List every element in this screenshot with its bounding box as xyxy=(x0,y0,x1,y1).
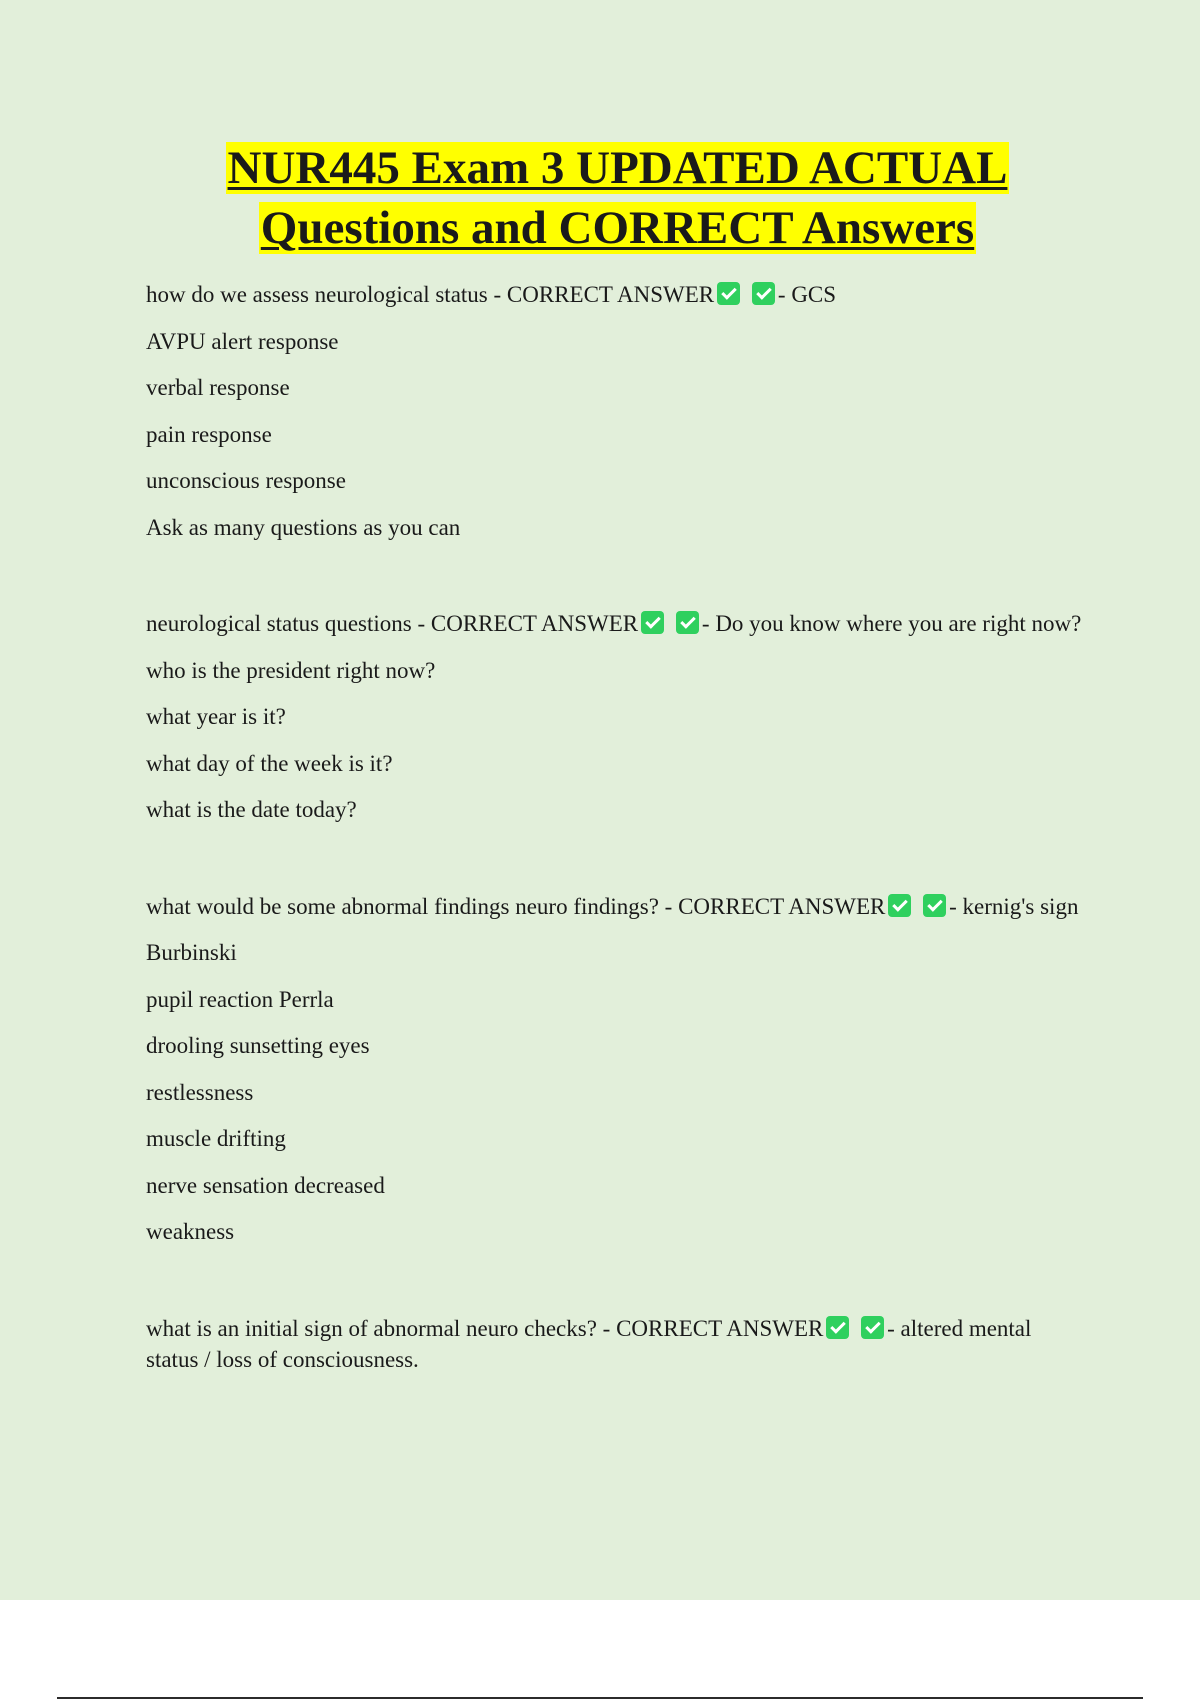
check-mark-icon xyxy=(717,282,740,305)
answer-detail-line: Burbinski xyxy=(146,940,237,965)
qa-question-line xyxy=(146,608,1086,639)
title-line-1: NUR445 Exam 3 UPDATED ACTUAL xyxy=(227,142,1008,194)
check-mark-icon xyxy=(861,1316,884,1339)
footer-divider xyxy=(57,1697,1143,1699)
question-text: neurological status questions - CORRECT ANSWER xyxy=(146,611,639,636)
qa-question-line xyxy=(146,279,1086,310)
check-mark-icon xyxy=(923,894,946,917)
qa-question-line xyxy=(146,891,1086,922)
answer-text: - kernig's sign xyxy=(949,893,1079,919)
answer-detail-line: what year is it? xyxy=(146,704,286,729)
answer-detail-line: pupil reaction Perrla xyxy=(146,986,334,1012)
check-mark-icon xyxy=(641,611,664,634)
check-mark-icon xyxy=(888,894,911,917)
answer-text: - Do you know where you are right now? xyxy=(701,611,1082,636)
qa-question-line xyxy=(146,1313,1086,1375)
question-text: what is an initial sign of abnormal neuro checks? - CORRECT ANSWER xyxy=(146,1315,824,1341)
question-text: what would be some abnormal findings neuro findings? - CORRECT ANSWER xyxy=(146,893,886,919)
answer-detail-line: muscle drifting xyxy=(146,1126,286,1151)
document-title xyxy=(0,138,1200,258)
qa-content xyxy=(146,279,1086,1390)
check-mark-icon xyxy=(676,611,699,634)
answer-detail-line: drooling sunsetting eyes xyxy=(146,1033,370,1058)
check-mark-icon xyxy=(826,1316,849,1339)
answer-detail-line: unconscious response xyxy=(146,468,346,493)
answer-text: - GCS xyxy=(777,282,837,307)
question-text: how do we assess neurological status - CORRECT ANSWER xyxy=(146,282,715,307)
answer-detail-line: verbal response xyxy=(146,375,290,400)
title-line-2: Questions and CORRECT Answers xyxy=(260,202,975,254)
section-gap xyxy=(146,841,1086,891)
answer-text: - altered mental status / loss of consciousness. xyxy=(146,1315,1032,1372)
answer-detail-line: pain response xyxy=(146,421,272,447)
answer-detail-line: AVPU alert response xyxy=(146,328,339,354)
answer-detail-line: what is the date today? xyxy=(146,797,357,822)
check-mark-icon xyxy=(752,282,775,305)
section-gap xyxy=(146,1263,1086,1313)
answer-detail-line: nerve sensation decreased xyxy=(146,1172,385,1198)
section-gap xyxy=(146,558,1086,608)
answer-detail-line: who is the president right now? xyxy=(146,657,436,683)
answer-detail-line: Ask as many questions as you can xyxy=(146,514,461,540)
answer-detail-line: restlessness xyxy=(146,1079,254,1105)
answer-detail-line: weakness xyxy=(146,1219,235,1244)
answer-detail-line: what day of the week is it? xyxy=(146,750,393,776)
